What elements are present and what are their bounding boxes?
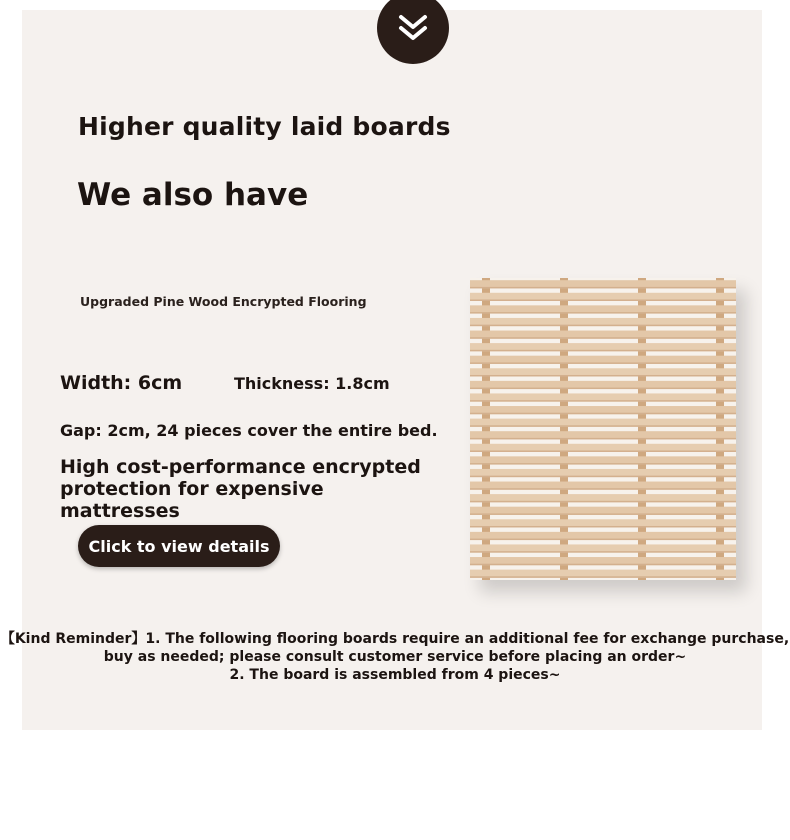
board-slat-edge (470, 526, 736, 528)
board-slat-edge (470, 299, 736, 301)
board-slat-edge (470, 513, 736, 515)
board-slat-edge (470, 564, 736, 566)
reminder-line-3: 2. The board is assembled from 4 pieces~ (229, 667, 561, 683)
board-slat-edge (470, 413, 736, 415)
board-slat-edge (470, 488, 736, 490)
kind-reminder (0, 630, 790, 684)
board-slat-edge (470, 463, 736, 465)
section-heading: Higher quality laid boards (78, 112, 451, 141)
board-slat-edge (470, 551, 736, 553)
board-slat-edge (470, 362, 736, 364)
board-slat-edge (470, 501, 736, 503)
board-slat-edge (470, 539, 736, 541)
board-slat-edge (470, 325, 736, 327)
board-slat-edge (470, 388, 736, 390)
board-slat-edge (470, 350, 736, 352)
reminder-line-2: buy as needed; please consult customer service before placing an order~ (103, 649, 687, 665)
product-name: Upgraded Pine Wood Encrypted Flooring (80, 294, 367, 309)
scroll-down-button[interactable] (377, 0, 449, 64)
highlight-line-2: protection for expensive mattresses (60, 478, 324, 522)
product-image[interactable] (470, 278, 736, 580)
view-details-button[interactable]: Click to view details (78, 525, 280, 567)
board-slat-edge (470, 438, 736, 440)
board-slat-edge (470, 476, 736, 478)
board-slat-edge (470, 425, 736, 427)
board-slat-edge (470, 450, 736, 452)
spec-thickness: Thickness: 1.8cm (234, 374, 390, 393)
spec-width: Width: 6cm (60, 372, 183, 394)
product-highlight (60, 456, 440, 522)
board-slat-edge (470, 375, 736, 377)
double-chevron-down-icon (396, 13, 430, 43)
section-subheading: We also have (77, 177, 309, 213)
product-panel (22, 10, 762, 730)
highlight-line-1: High cost-performance encrypted (60, 456, 421, 478)
board-slat-edge (470, 576, 736, 578)
spec-gap: Gap: 2cm, 24 pieces cover the entire bed. (60, 421, 438, 440)
reminder-line-1: 【Kind Reminder】1. The following flooring boards require an additional fee for exchange purchase, (0, 631, 790, 647)
board-slat-edge (470, 287, 736, 289)
board-slat-edge (470, 337, 736, 339)
board-slat-edge (470, 400, 736, 402)
pine-slat-board-image (470, 278, 736, 580)
board-slat-edge (470, 312, 736, 314)
